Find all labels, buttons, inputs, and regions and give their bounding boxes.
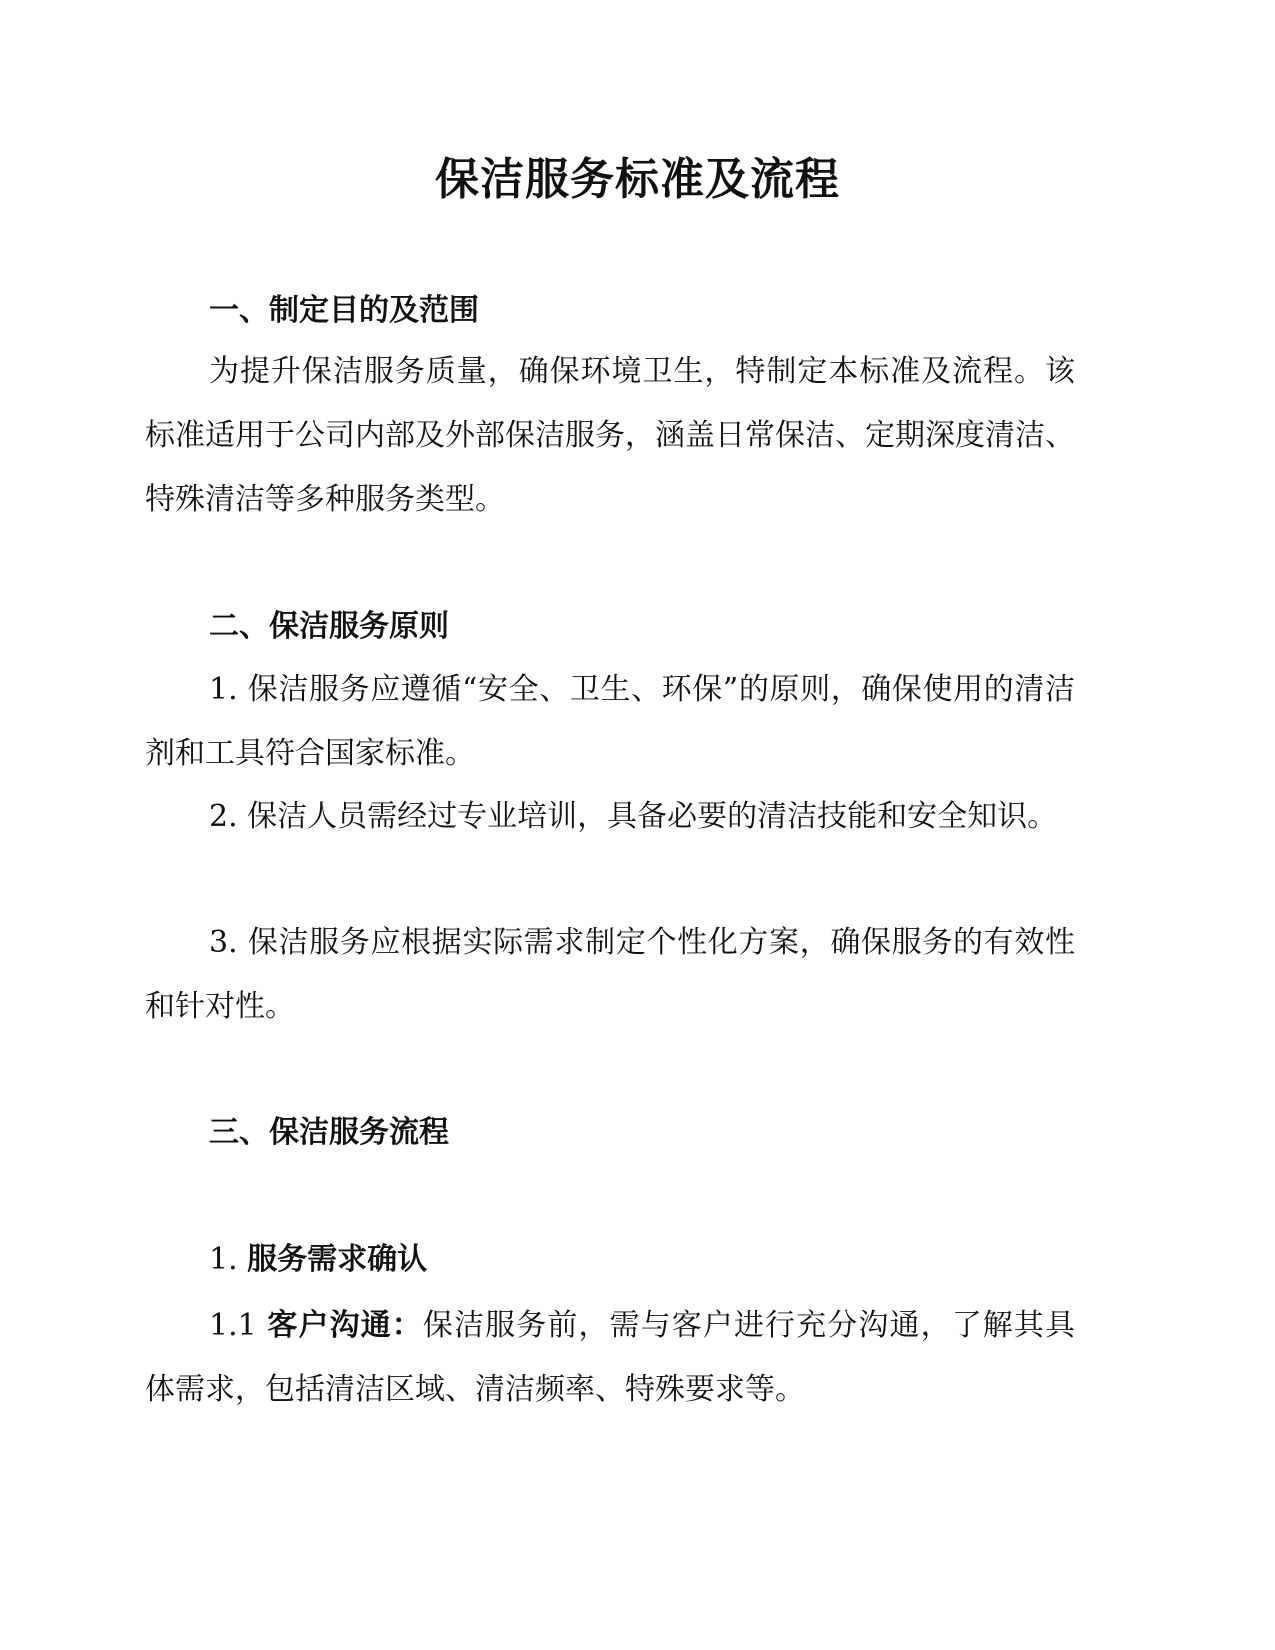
document-title: 保洁服务标准及流程 <box>435 154 840 205</box>
item-label: 客户沟通： <box>267 1308 423 1343</box>
subsection-item-customer-communication <box>145 1294 1075 1422</box>
principle-item-2: 2. 保洁人员需经过专业培训，具备必要的清洁技能和安全知识。 <box>209 799 1058 834</box>
section-heading-process: 三、保洁服务流程 <box>209 1115 449 1150</box>
subsection-heading-demand-confirmation <box>209 1240 427 1280</box>
subsection-title: 服务需求确认 <box>247 1242 428 1277</box>
section-paragraph-purpose: 为提升保洁服务质量，确保环境卫生，特制定本标准及流程。该标准适用于公司内部及外部保洁服务，涵盖日常保洁、定期深度清洁、特殊清洁等多种服务类型。 <box>145 354 1075 517</box>
item-number: 1.1 <box>209 1308 268 1343</box>
section-heading-purpose: 一、制定目的及范围 <box>209 293 479 328</box>
principle-item-3: 3. 保洁服务应根据实际需求制定个性化方案，确保服务的有效性和针对性。 <box>145 925 1075 1024</box>
subsection-number: 1. <box>209 1242 248 1277</box>
principle-item-1: 1. 保洁服务应遵循“安全、卫生、环保”的原则，确保使用的清洁剂和工具符合国家标准。 <box>145 672 1075 771</box>
section-heading-principles: 二、保洁服务原则 <box>209 609 449 644</box>
item-text: 保洁服务前，需与客户进行充分沟通，了解其具体需求，包括清洁区域、清洁频率、特殊要求等。 <box>145 1308 1076 1407</box>
